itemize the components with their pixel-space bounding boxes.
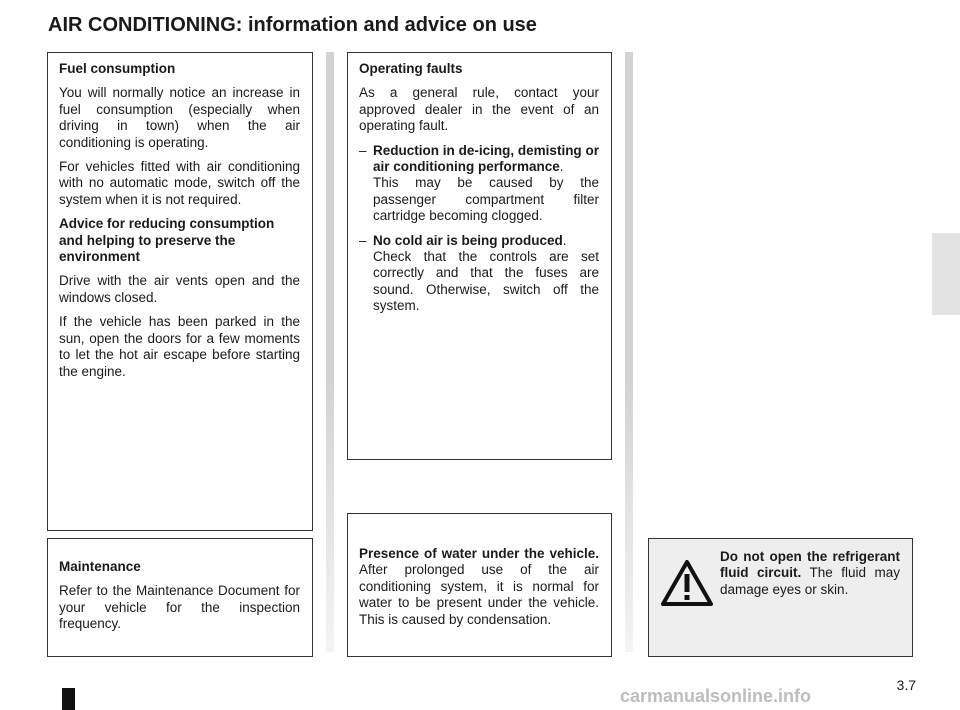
refrigerant-warning-box [648, 538, 913, 657]
refrigerant-warning-heading: Do not open the refrigerant fluid circuit. [720, 549, 900, 581]
warning-triangle-icon [660, 559, 714, 607]
operating-faults-heading: Operating faults [359, 61, 463, 76]
fault-item [359, 233, 599, 315]
operating-faults-text: As a general rule, contact your approved dealer in the event of an operating fault. [359, 85, 599, 134]
fault-item [359, 143, 599, 225]
water-presence-heading: Presence of water under the vehicle. [359, 546, 599, 561]
maintenance-text: Refer to the Maintenance Document for your vehicle for the inspection frequency. [59, 583, 300, 632]
maintenance-heading: Maintenance [59, 559, 141, 574]
dash-marker: – [359, 142, 367, 158]
advice-text-1: Drive with the air vents open and the windows closed. [59, 273, 300, 305]
column-divider-right [625, 52, 633, 652]
operating-faults-box [347, 52, 612, 460]
fuel-consumption-text-1: You will normally notice an increase in fuel consumption (especially when driving in town) when the air conditioning is operating. [59, 85, 300, 150]
column-divider-left [326, 52, 334, 652]
fuel-consumption-heading: Fuel consumption [59, 61, 176, 76]
advice-text-2: If the vehicle has been parked in the sun, open the doors for a few moments to let the hot air escape before starting the engine. [59, 314, 300, 379]
dash-marker: – [359, 232, 367, 248]
page-title: AIR CONDITIONING: information and advice on use [48, 14, 537, 36]
fault-item-title-dot: . [562, 232, 567, 248]
water-presence-box [347, 513, 612, 657]
corner-crop-mark [62, 688, 75, 710]
fuel-consumption-box [47, 52, 313, 531]
maintenance-box [47, 538, 313, 657]
fault-item-title: Reduction in de-icing, demisting or air conditioning performance [373, 142, 599, 175]
chapter-side-tab [932, 233, 960, 315]
fault-item-title: No cold air is being produced [373, 232, 563, 248]
fault-item-text: This may be caused by the passenger compartment filter cartridge becoming clogged. [373, 175, 599, 224]
page-number: 3.7 [896, 677, 916, 693]
fuel-consumption-text-2: For vehicles fitted with air conditioning with no automatic mode, switch off the system when it is not required. [59, 159, 300, 207]
fault-item-title-dot: . [559, 159, 564, 175]
watermark: carmanualsonline.info [620, 686, 812, 706]
refrigerant-warning-text [720, 549, 900, 598]
fault-item-text: Check that the controls are set correctly and that the fuses are sound. Otherwise, switch off the system. [373, 249, 599, 314]
water-presence-body: After prolonged use of the air conditioning system, it is normal for water to be present under the vehicle. This is caused by condensation. [359, 562, 599, 627]
refrigerant-warning-body: The fluid may damage eyes or skin. [720, 565, 900, 597]
advice-heading: Advice for reducing consumption and helping to preserve the environment [59, 216, 275, 265]
water-presence-text [359, 546, 599, 628]
